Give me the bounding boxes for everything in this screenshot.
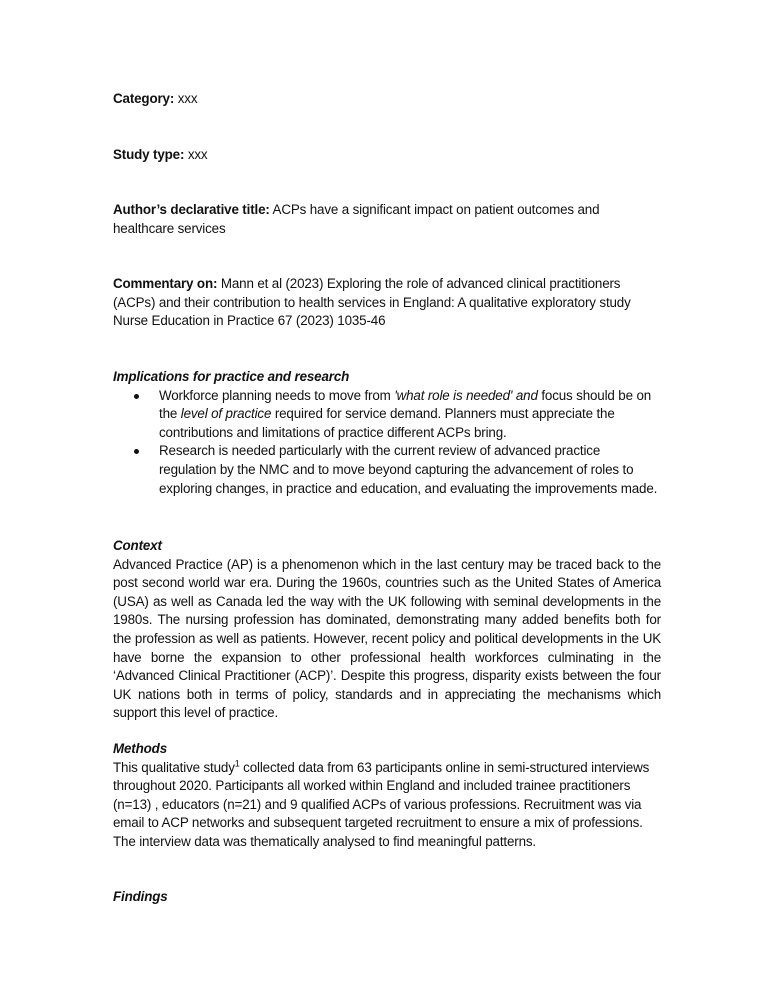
implications-section bbox=[113, 368, 661, 498]
context-heading: Context bbox=[113, 538, 162, 553]
category-label: Category: bbox=[113, 91, 175, 106]
bullet-text: Research is needed particularly with the current review of advanced practice regulation by the NMC and to move beyond capturing the advancement of roles to exploring changes, in practice and education, and evaluating the improvements made. bbox=[159, 443, 658, 496]
findings-heading: Findings bbox=[113, 889, 168, 904]
bullet-icon bbox=[134, 394, 139, 399]
declarative-title-label: Author’s declarative title: bbox=[113, 202, 270, 217]
methods-body-start: This qualitative study bbox=[113, 759, 235, 775]
category-field bbox=[113, 90, 661, 109]
bullet-text-italic: 'what role is needed' and bbox=[394, 387, 538, 403]
methods-heading: Methods bbox=[113, 741, 167, 756]
study-type-value: xxx bbox=[187, 147, 208, 162]
commentary-on-field bbox=[113, 275, 661, 331]
findings-section bbox=[113, 888, 661, 907]
commentary-on-citation: Mann et al (2023) Exploring the role of advanced clinical practitioners (ACPs) and their contribution to health services in England: A qualitative exploratory study Nurse Education in Practice 67 (2023) 1035-46 bbox=[113, 276, 631, 329]
declarative-title-field bbox=[113, 201, 661, 238]
bullet-text-part: required for service demand. Planners must appreciate the contributions and limitations of practice different ACPs bring. bbox=[159, 406, 615, 440]
context-section bbox=[113, 537, 661, 723]
footnote-reference[interactable]: 1 bbox=[234, 758, 240, 769]
implications-list bbox=[113, 387, 661, 499]
bullet-text-part: Workforce planning needs to move from bbox=[159, 387, 395, 403]
study-type-label: Study type: bbox=[113, 147, 185, 162]
methods-body-rest: collected data from 63 participants online in semi-structured interviews throughout 2020. Participants all worked within England and included trainee practitioners (n=13) , educators (n=21) and 9 qualified ACPs of various professions. Recruitment was via email to ACP networks and subsequent targeted recruitment to ensure a mix of professions. The interview data was thematically analysed to find meaningful patterns. bbox=[113, 759, 650, 849]
commentary-on-label: Commentary on: bbox=[113, 276, 218, 291]
implications-heading: Implications for practice and research bbox=[113, 369, 350, 384]
methods-body bbox=[113, 759, 661, 852]
bullet-icon bbox=[134, 449, 139, 454]
bullet-text-italic: level of practice bbox=[180, 406, 272, 422]
implications-bullet bbox=[113, 387, 661, 443]
methods-section bbox=[113, 740, 661, 852]
study-type-field bbox=[113, 146, 661, 165]
declarative-title-value: ACPs have a significant impact on patient outcomes and healthcare services bbox=[113, 202, 600, 236]
context-body: Advanced Practice (AP) is a phenomenon which in the last century may be traced back to the post second world war era. During the 1960s, countries such as the United States of America (USA) as well as Canada led the way with the UK following with seminal developments in the 1980s. The nursing profession has dominated, demonstrating many added benefits both for the profession as well as patients. However, recent policy and political developments in the UK have borne the expansion to other professional health workforces culminating in the ‘Advanced Clinical Practitioner (ACP)’. Despite this progress, disparity exists between the four UK nations both in terms of policy, standards and in appreciating the mechanisms which support this level of practice. bbox=[113, 556, 661, 721]
category-value: xxx bbox=[177, 91, 198, 106]
implications-bullet bbox=[113, 442, 661, 498]
bullet-text-part: focus should be on the bbox=[159, 387, 652, 422]
